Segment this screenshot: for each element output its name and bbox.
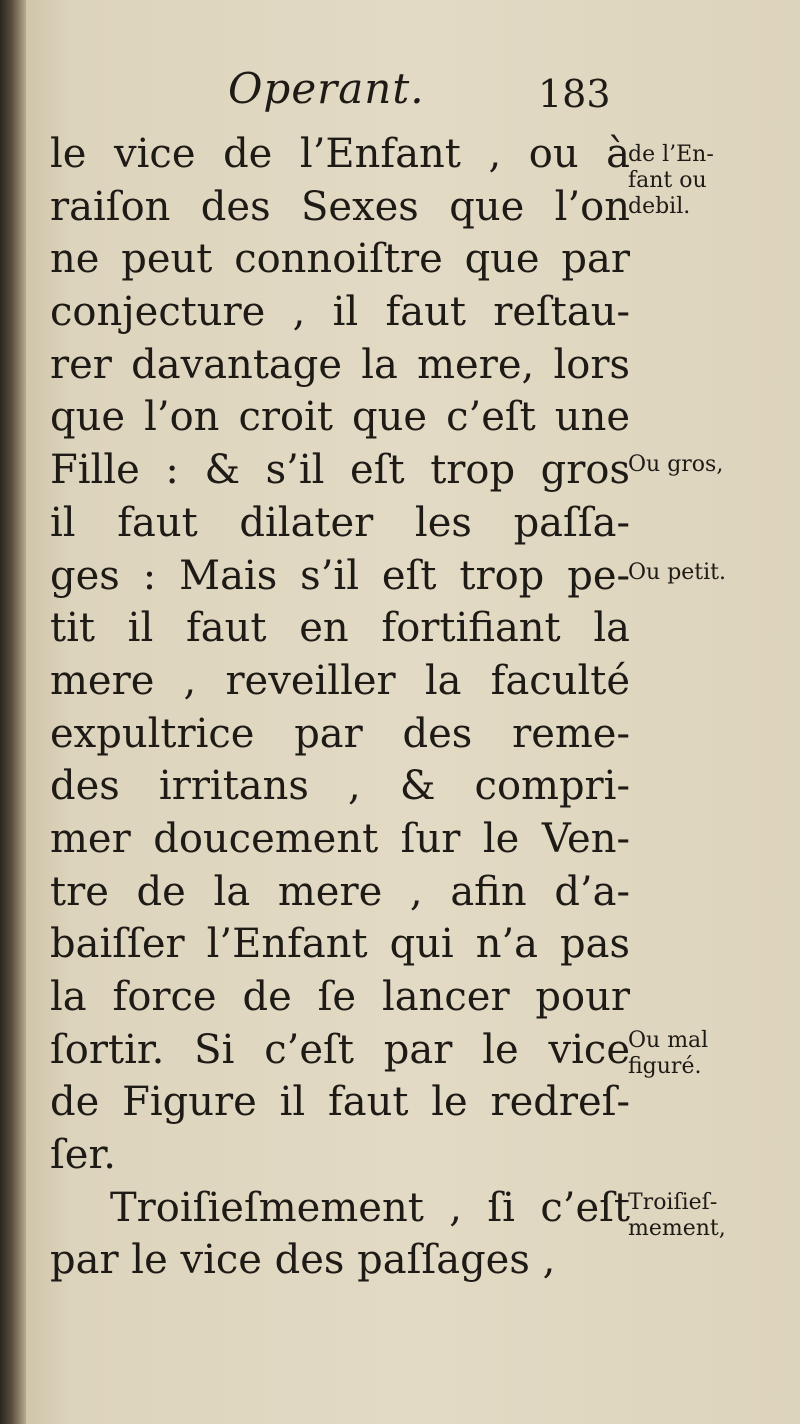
text-line: ſer. xyxy=(50,1132,116,1179)
margin-note-line: figuré. xyxy=(628,1054,702,1079)
margin-note-line: Ou petit. xyxy=(628,560,727,585)
text-line: Fille : & s’il eſt trop gros xyxy=(50,447,630,494)
text-line: ne peut connoiſtre que par xyxy=(50,236,630,283)
running-head: Operant. xyxy=(228,64,425,113)
margin-note xyxy=(628,452,798,478)
margin-note-line: mement, xyxy=(628,1216,726,1241)
margin-notes xyxy=(628,0,798,1424)
margin-note-line: de l’En- xyxy=(628,142,714,167)
text-line: par le vice des paſſages , xyxy=(50,1237,556,1284)
margin-note xyxy=(628,560,798,586)
book-spine-shadow xyxy=(0,0,26,1424)
text-line: expultrice par des reme- xyxy=(50,710,630,757)
page-number: 183 xyxy=(538,72,611,116)
margin-note xyxy=(628,142,798,220)
text-line: tit il faut en fortifiant la xyxy=(50,605,630,652)
text-line: que l’on croit que c’eſt une xyxy=(50,394,630,441)
body-text xyxy=(50,128,630,1287)
text-line: mere , reveiller la faculté xyxy=(50,657,630,704)
text-line: la force de ſe lancer pour xyxy=(50,974,630,1020)
text-line: Troiſieſmement , ſi c’eſt xyxy=(110,1184,630,1231)
text-line: mer doucement ſur le Ven- xyxy=(50,815,630,862)
margin-note-line: debil. xyxy=(628,194,691,219)
margin-note-line: fant ou xyxy=(628,168,707,193)
margin-note-line: Ou mal xyxy=(628,1028,709,1053)
text-line: ges : Mais s’il eſt trop pe- xyxy=(50,552,630,599)
margin-note-line: Troiſieſ- xyxy=(628,1190,718,1215)
text-line: ſortir. Si c’eſt par le vice xyxy=(50,1026,630,1073)
text-line: tre de la mere , afin d’a- xyxy=(50,868,630,915)
text-line: baiſſer l’Enfant qui n’a pas xyxy=(50,921,630,968)
text-line: de Figure il faut le redreſ- xyxy=(50,1079,630,1126)
text-line: il faut dilater les paſſa- xyxy=(50,499,630,546)
margin-note-line: Ou gros, xyxy=(628,452,724,477)
margin-note xyxy=(628,1190,798,1242)
text-line: raiſon des Sexes que l’on xyxy=(50,183,630,230)
margin-note xyxy=(628,1028,798,1080)
text-line: rer davantage la mere, lors xyxy=(50,341,630,388)
text-line: des irritans , & compri- xyxy=(50,763,630,810)
text-line: conjecture , il faut reſtau- xyxy=(50,289,630,336)
text-line: le vice de l’Enfant , ou à xyxy=(50,131,630,177)
